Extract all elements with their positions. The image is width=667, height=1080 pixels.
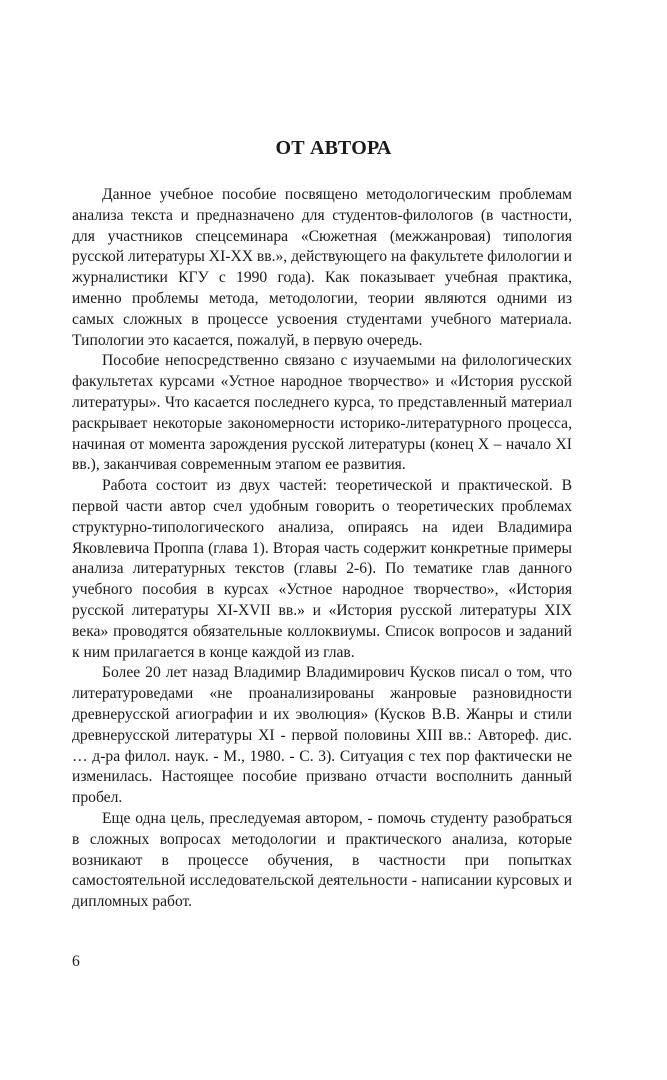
paragraph: Еще одна цель, преследуемая автором, - помочь студенту разобраться в сложных вопросах методологии и практического анализа, которые возникают в процессе обучения, в частности при попытках самостоятельной исследовательской деятельности - написании курсовых и дипломных работ. xyxy=(72,809,572,911)
page-title: ОТ АВТОРА xyxy=(275,137,392,159)
paragraph: Данное учебное пособие посвящено методологическим проблемам анализа текста и предназначено для студентов-филологов (в частности, для участников спецсеминара «Сюжетная (межжанровая) типология русской литературы XI-XX вв.», действующего на факультете филологии и журналистики КГУ с 1990 года). Как показывает учебная практика, именно проблемы метода, методологии, теории являются одними из самых сложных в процессе усвоения студентами учебного материала. Типологии это касается, пожалуй, в первую очередь. xyxy=(72,186,572,349)
paragraph: Работа состоит из двух частей: теоретической и практической. В первой части автор счел удобным говорить о теоретических проблемах структурно-типологического анализа, опираясь на идеи Владимира Яковлевича Проппа (глава 1). Вторая часть содержит конкретные примеры анализа литературных текстов (главы 2-6). По тематике глав данного учебного пособия в курсах «Устное народное творчество», «История русской литературы XI-XVII вв.» и «История русской литературы XIX века» проводятся обязательные коллоквиумы. Список вопросов и заданий к ним прилагается в конце каждой из глав. xyxy=(72,477,572,661)
page-number: 6 xyxy=(72,953,80,970)
body-text xyxy=(72,185,572,913)
paragraph: Более 20 лет назад Владимир Владимирович Кусков писал о том, что литературоведами «не проанализированы жанровые разновидности древнерусской агиографии и их эволюция» (Кусков В.В. Жанры и стили древнерусской литературы XI - первой половины XIII вв.: Автореф. дис. … д-ра филол. наук. - М., 1980. - С. 3). Ситуация с тех пор фактически не изменилась. Настоящее пособие призвано отчасти восполнить данный пробел. xyxy=(72,664,572,807)
paragraph: Пособие непосредственно связано с изучаемыми на филологических факультетах курсами «Устное народное творчество» и «История русской литературы». Что касается последнего курса, то представленный материал раскрывает некоторые закономерности историко-литературного процесса, начиная от момента зарождения русской литературы (конец X – начало XI вв.), заканчивая современным этапом ее развития. xyxy=(72,352,572,474)
